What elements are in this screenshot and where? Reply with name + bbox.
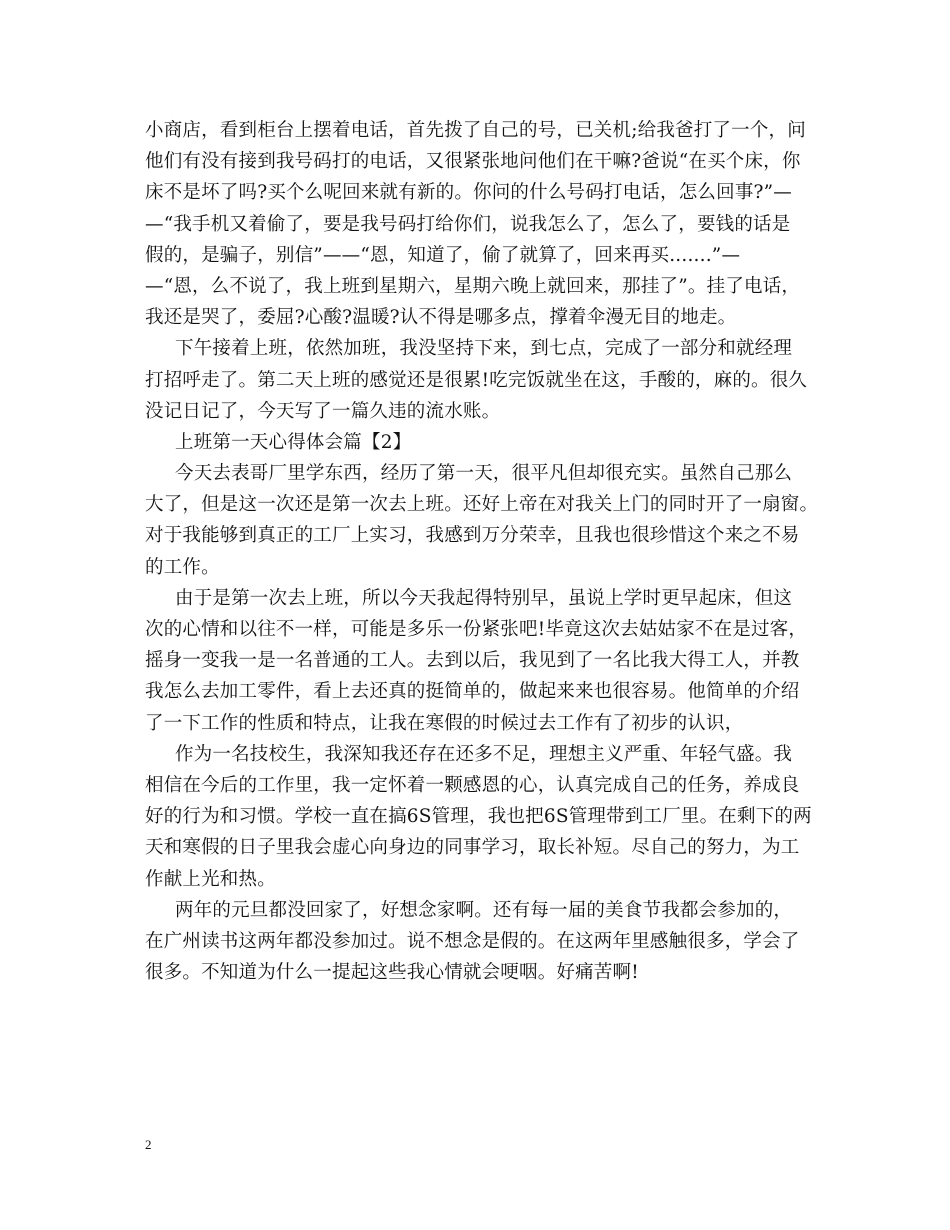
text-line: 作献上光和热。: [145, 868, 276, 890]
text-line: 好的行为和习惯。学校一直在搞6S管理，我也把6S管理带到工厂里。在剩下的两: [145, 806, 812, 828]
text-line: 小商店，看到柜台上摆着电话，首先拨了自己的号，已关机;给我爸打了一个，问: [145, 120, 806, 141]
paragraph-start-line: 今天去表哥厂里学东西，经历了第一天，很平凡但却很充实。虽然自己那么: [175, 463, 793, 485]
text-line: 没记日记了，今天写了一篇久违的流水账。: [145, 400, 501, 422]
text-line: 床不是坏了吗?买个么呢回来就有新的。你问的什么号码打电话，怎么回事?”—: [145, 182, 792, 204]
text-line: 摇身一变我一是一名普通的工人。去到以后，我见到了一名比我大得工人，并教: [145, 650, 800, 672]
text-line: 的工作。: [145, 556, 220, 578]
text-line: 很多。不知道为什么一提起这些我心情就会哽咽。好痛苦啊!: [145, 962, 639, 984]
paragraph-start-line: 由于是第一次去上班，所以今天我起得特别早，虽说上学时更早起床，但这: [175, 587, 793, 609]
text-line: 大了，但是这一次还是第一次去上班。还好上帝在对我关上门的同时开了一扇窗。: [145, 494, 819, 516]
paragraph-start-line: 作为一名技校生，我深知我还存在还多不足，理想主义严重、年轻气盛。我: [175, 743, 793, 765]
text-line: 天和寒假的日子里我会虚心向身边的同事学习，取长补短。尽自己的努力，为工: [145, 837, 800, 859]
text-line: 相信在今后的工作里，我一定怀着一颗感恩的心，认真完成自己的任务，养成良: [145, 774, 800, 796]
paragraph-start-line: 下午接着上班，依然加班，我没坚持下来，到七点，完成了一部分和就经理: [175, 338, 793, 360]
text-line: 假的，是骗子，别信”——“恩，知道了，偷了就算了，回来再买.......”—: [145, 244, 741, 266]
text-line: —“我手机又着偷了，要是我号码打给你们，说我怎么了，怎么了，要钱的话是: [145, 213, 791, 235]
text-line: 对于我能够到真正的工厂上实习，我感到万分荣幸，且我也很珍惜这个来之不易: [145, 525, 800, 547]
paragraph-start-line: 两年的元旦都没回家了，好想念家啊。还有每一届的美食节我都会参加的，: [175, 899, 793, 921]
document-body: [145, 115, 819, 988]
text-line: 打招呼走了。第二天上班的感觉还是很累!吃完饭就坐在这，手酸的，麻的。很久: [145, 369, 808, 391]
text-line: 我怎么去加工零件，看上去还真的挺简单的，做起来来也很容易。他简单的介绍: [145, 681, 800, 703]
text-line: 他们有没有接到我号码打的电话，又很紧张地问他们在干嘛?爸说“在买个床，你: [145, 151, 801, 173]
text-line: 次的心情和以往不一样，可能是多乐一份紧张吧!毕竟这次去姑姑家不在是过客，: [145, 619, 808, 640]
text-line: 我还是哭了，委屈?心酸?温暖?认不得是哪多点，撑着伞漫无目的地走。: [145, 307, 737, 329]
text-line: 在广州读书这两年都没参加过。说不想念是假的。在这两年里感触很多，学会了: [145, 930, 800, 952]
page-number: 2: [145, 1137, 152, 1152]
section-heading: 上班第一天心得体会篇【2】: [175, 431, 412, 453]
text-line: —“恩，么不说了，我上班到星期六，星期六晚上就回来，那挂了”。挂了电话，: [145, 275, 801, 297]
text-line: 了一下工作的性质和特点，让我在寒假的时候过去工作有了初步的认识，: [145, 712, 744, 734]
